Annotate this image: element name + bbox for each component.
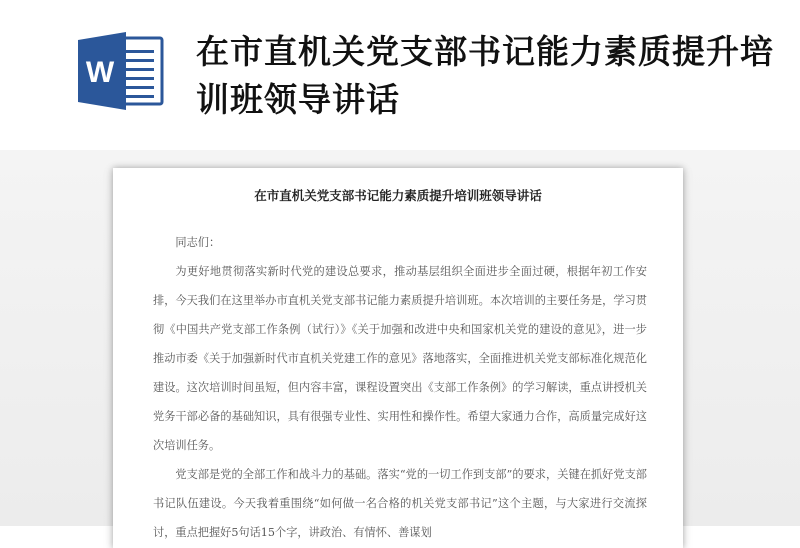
document-title: 在市直机关党支部书记能力素质提升培训班领导讲话 — [254, 188, 542, 203]
page-title: 在市直机关党支部书记能力素质提升培训班领导讲话 — [196, 32, 774, 119]
document-paragraph: 党支部是党的全部工作和战斗力的基础。落实“党的一切工作到支部”的要求，关键在抓好党支部书记队伍建设。今天我着重围绕“如何做一名合格的机关党支部书记”这个主题，与大家进行交流探讨，重点把握好5句话15个字，讲政治、有情怀、善谋划 — [153, 468, 647, 539]
word-icon-letter: W — [85, 56, 115, 89]
header — [0, 0, 800, 150]
document-greeting: 同志们： — [175, 236, 221, 249]
document-body — [153, 228, 647, 547]
word-document-icon — [78, 32, 166, 110]
document-page — [113, 168, 683, 548]
document-paragraph: 为更好地贯彻落实新时代党的建设总要求，推动基层组织全面进步全面过硬，根据年初工作安排，今天我们在这里举办市直机关党支部书记能力素质提升培训班。本次培训的主要任务是，学习贯彻《中国共产党支部工作条例（试行）》《关于加强和改进中央和国家机关党的建设的意见》，进一步推动市委《关于加强新时代市直机关党建工作的意见》落地落实，全面推进机关党支部标准化规范化建设。这次培训时间虽短，但内容丰富，课程设置突出《支部工作条例》的学习解读，重点讲授机关党务干部必备的基础知识，具有很强专业性、实用性和操作性。希望大家通力合作，高质量完成好这次培训任务。 — [153, 265, 647, 452]
